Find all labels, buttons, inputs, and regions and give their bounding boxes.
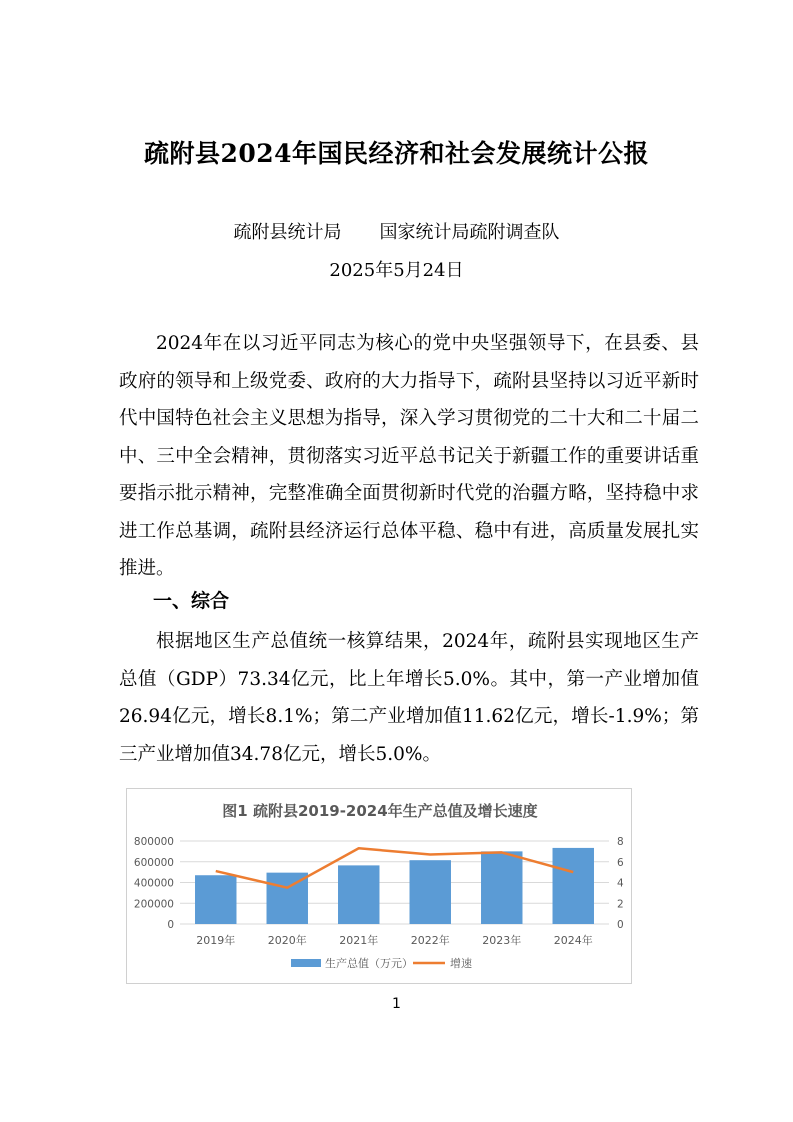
authors xyxy=(0,218,793,244)
gdp-bar xyxy=(553,848,594,924)
x-tick-label: 2024年 xyxy=(553,934,593,947)
gdp-chart xyxy=(126,788,632,984)
gdp-chart-svg xyxy=(127,789,633,985)
document-title: 疏附县2024年国民经济和社会发展统计公报 xyxy=(143,139,650,168)
x-tick-label: 2022年 xyxy=(410,934,450,947)
y-left-tick-label: 800000 xyxy=(133,836,174,848)
y-left-tick-label: 0 xyxy=(167,919,174,931)
legend-swatch-gdp xyxy=(291,959,321,967)
author-survey-team: 国家统计局疏附调查队 xyxy=(379,222,560,243)
y-right-tick-label: 4 xyxy=(617,877,624,890)
gdp-bar xyxy=(338,865,379,924)
y-left-tick-label: 400000 xyxy=(133,877,174,890)
legend-label-growth: 增速 xyxy=(450,957,472,970)
overview-paragraph: 根据地区生产总值统一核算结果，2024年，疏附县实现地区生产总值（GDP）73.34亿元，比上年增长5.0%。其中，第一产业增加值26.94亿元，增长8.1%；第二产业增加值11.62亿元，增长-1.9%；第三产业增加值34.78亿元，增长5.0%。 xyxy=(119,631,699,765)
y-left-tick-label: 200000 xyxy=(133,898,174,911)
y-right-tick-label: 6 xyxy=(617,856,624,869)
intro-paragraph: 2024年在以习近平同志为核心的党中央坚强领导下，在县委、县政府的领导和上级党委、政府的大力指导下，疏附县坚持以习近平新时代中国特色社会主义思想为指导，深入学习贯彻党的二十大和二十届二中、三中全会精神，贯彻落实习近平总书记关于新疆工作的重要讲话重要指示批示精神，完整准确全面贯彻新时代党的治疆方略，坚持稳中求进工作总基调，疏附县经济运行总体平稳、稳中有进，高质量发展扎实推进。 xyxy=(119,333,699,579)
y-right-tick-label: 0 xyxy=(617,919,624,931)
y-right-tick-label: 2 xyxy=(617,898,624,911)
section-heading-overview: 一、综合 xyxy=(153,590,230,612)
gdp-bar xyxy=(481,851,522,924)
x-tick-label: 2019年 xyxy=(196,934,236,947)
gdp-bar xyxy=(410,860,451,924)
page-number: 1 xyxy=(392,996,401,1012)
x-tick-label: 2020年 xyxy=(267,934,307,947)
y-left-tick-label: 600000 xyxy=(133,856,174,869)
gdp-bar xyxy=(195,875,236,924)
author-statistics-bureau: 疏附县统计局 xyxy=(233,222,342,243)
publish-date: 2025年5月24日 xyxy=(329,260,464,281)
y-right-tick-label: 8 xyxy=(617,836,624,848)
x-tick-label: 2021年 xyxy=(339,934,379,947)
chart-title: 图1 疏附县2019-2024年生产总值及增长速度 xyxy=(222,802,538,820)
x-tick-label: 2023年 xyxy=(482,934,522,947)
legend-label-gdp: 生产总值（万元） xyxy=(325,957,413,970)
